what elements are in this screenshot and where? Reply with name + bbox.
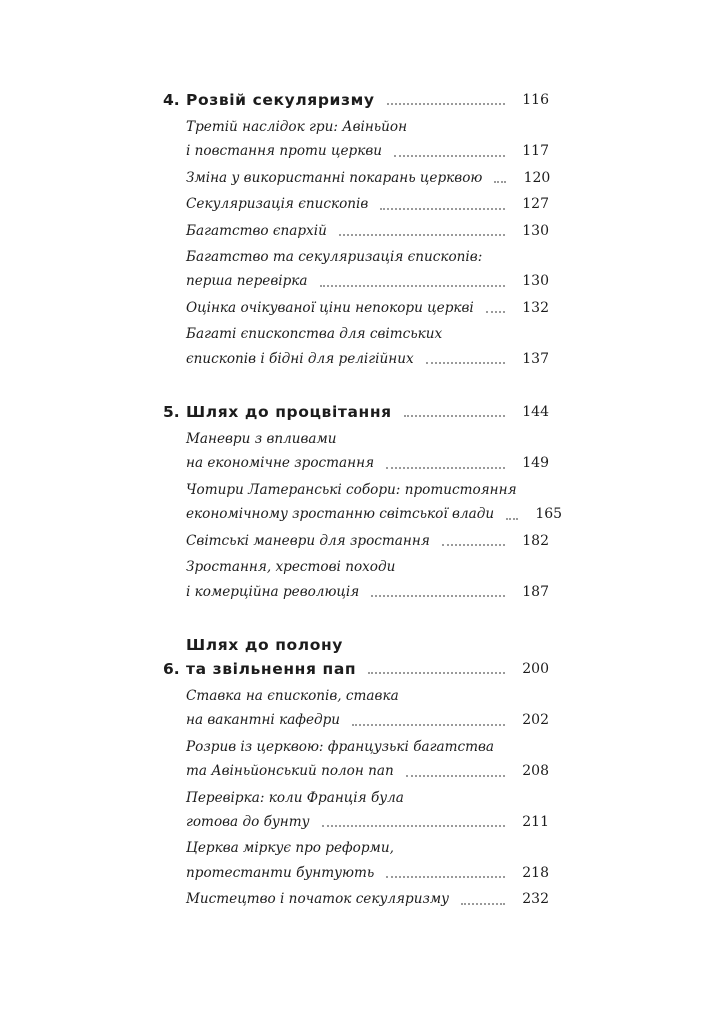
page-number: 218: [522, 864, 549, 881]
entry-title: Оцінка очікуваної ціни непокори церкві: [186, 299, 474, 316]
entry-title: Ставка на єпископів, ставка: [186, 687, 399, 704]
dot-leader: [371, 595, 505, 597]
chapter-heading[interactable]: [163, 88, 549, 112]
chapter-number: 6.: [163, 659, 180, 678]
entry-title: Світські маневри для зростання: [186, 532, 430, 549]
dot-leader: [426, 362, 505, 364]
toc-entry[interactable]: [186, 245, 549, 294]
toc-entry[interactable]: [186, 786, 549, 835]
chapter-entries: [186, 684, 549, 912]
chapter-6: [163, 633, 549, 912]
entry-title: Мистецтво і початок секуляризму: [186, 891, 450, 908]
chapter-title: Шлях до процвітання: [186, 403, 392, 422]
toc-entry[interactable]: [186, 735, 549, 784]
entry-title: протестанти бунтують: [186, 864, 375, 881]
page-number: 120: [523, 169, 551, 186]
toc-entry[interactable]: [186, 192, 549, 216]
entry-title: і повстання проти церкви: [186, 143, 382, 160]
toc-entry[interactable]: [186, 219, 549, 243]
chapter-heading[interactable]: [163, 400, 549, 424]
page-number: 149: [522, 455, 549, 472]
entry-title: готова до бунту: [186, 813, 310, 830]
dot-leader: [386, 876, 505, 878]
page-number: 187: [522, 583, 549, 600]
dot-leader: [352, 724, 505, 726]
page-number: 117: [522, 143, 549, 160]
entry-title: Багатство та секуляризація єпископів:: [186, 249, 483, 266]
toc-entry[interactable]: [186, 296, 549, 320]
chapter-heading[interactable]: [163, 633, 549, 681]
page-number: 130: [522, 273, 549, 290]
entry-title: Багатство єпархій: [186, 222, 327, 239]
entry-title: економічному зростанню світської влади: [186, 506, 495, 523]
toc-entry[interactable]: [186, 427, 549, 476]
toc-entry[interactable]: [186, 836, 549, 885]
chapter-5: [163, 400, 563, 604]
toc-entry[interactable]: [186, 166, 549, 190]
dot-leader: [394, 155, 505, 157]
toc-entry[interactable]: [186, 322, 549, 371]
page-number: 211: [522, 813, 549, 830]
toc-entry[interactable]: [186, 115, 549, 164]
chapter-number: 5.: [163, 403, 180, 422]
entry-title: перша перевірка: [186, 273, 308, 290]
entry-title: Зміна у використанні покарань церквою: [186, 169, 483, 186]
page-number: 182: [522, 532, 549, 549]
dot-leader: [486, 311, 505, 313]
page-number: 130: [522, 222, 549, 239]
chapter-title: та звільнення пап: [186, 659, 357, 678]
toc-entry[interactable]: [186, 529, 549, 553]
page-number: 200: [522, 660, 549, 677]
entry-title: Маневри з впливами: [186, 431, 337, 448]
entry-title: Секуляризація єпископів: [186, 196, 369, 213]
dot-leader: [442, 544, 505, 546]
page-number: 137: [522, 350, 549, 367]
toc-entry[interactable]: [186, 887, 549, 911]
chapter-entries: [186, 427, 563, 604]
dot-leader: [386, 467, 505, 469]
dot-leader: [387, 103, 505, 105]
entry-title: на вакантні кафедри: [186, 712, 341, 729]
chapter-4: [163, 88, 549, 371]
chapter-title: Розвій секуляризму: [186, 91, 375, 109]
toc-entry[interactable]: [186, 555, 549, 604]
toc-entry[interactable]: [186, 478, 563, 527]
entry-title: і комерційна революція: [186, 583, 360, 600]
entry-title: Багаті єпископства для світських: [186, 326, 443, 343]
page-number: 208: [522, 763, 549, 780]
dot-leader: [506, 518, 518, 520]
page-number: 202: [522, 712, 549, 729]
chapter-title: Шлях до полону: [186, 635, 343, 654]
page-number: 165: [535, 506, 563, 523]
dot-leader: [368, 672, 505, 674]
entry-title: на економічне зростання: [186, 455, 375, 472]
page-number: 116: [522, 92, 549, 108]
chapter-entries: [186, 115, 549, 371]
entry-title: та Авіньйонський полон пап: [186, 763, 394, 780]
entry-title: Церква міркує про реформи,: [186, 840, 394, 857]
entry-title: Перевірка: коли Франція була: [186, 789, 404, 806]
toc-entry[interactable]: [186, 684, 549, 733]
dot-leader: [494, 181, 506, 183]
page-number: 232: [522, 891, 549, 908]
dot-leader: [320, 285, 505, 287]
dot-leader: [406, 775, 505, 777]
entry-title: Зростання, хрестові походи: [186, 559, 396, 576]
entry-title: Чотири Латеранські собори: протистояння: [186, 481, 517, 498]
dot-leader: [404, 415, 505, 417]
page-number: 127: [522, 196, 549, 213]
entry-title: єпископів і бідні для релігійних: [186, 350, 414, 367]
table-of-contents: [163, 88, 563, 941]
page-number: 144: [522, 404, 549, 421]
page-number: 132: [522, 299, 549, 316]
dot-leader: [339, 234, 505, 236]
entry-title: Розрив із церквою: французькі багатства: [186, 738, 494, 755]
dot-leader: [461, 903, 505, 905]
chapter-number: 4.: [163, 91, 180, 109]
dot-leader: [322, 825, 506, 827]
dot-leader: [380, 208, 505, 210]
entry-title: Третій наслідок гри: Авіньйон: [186, 119, 408, 135]
